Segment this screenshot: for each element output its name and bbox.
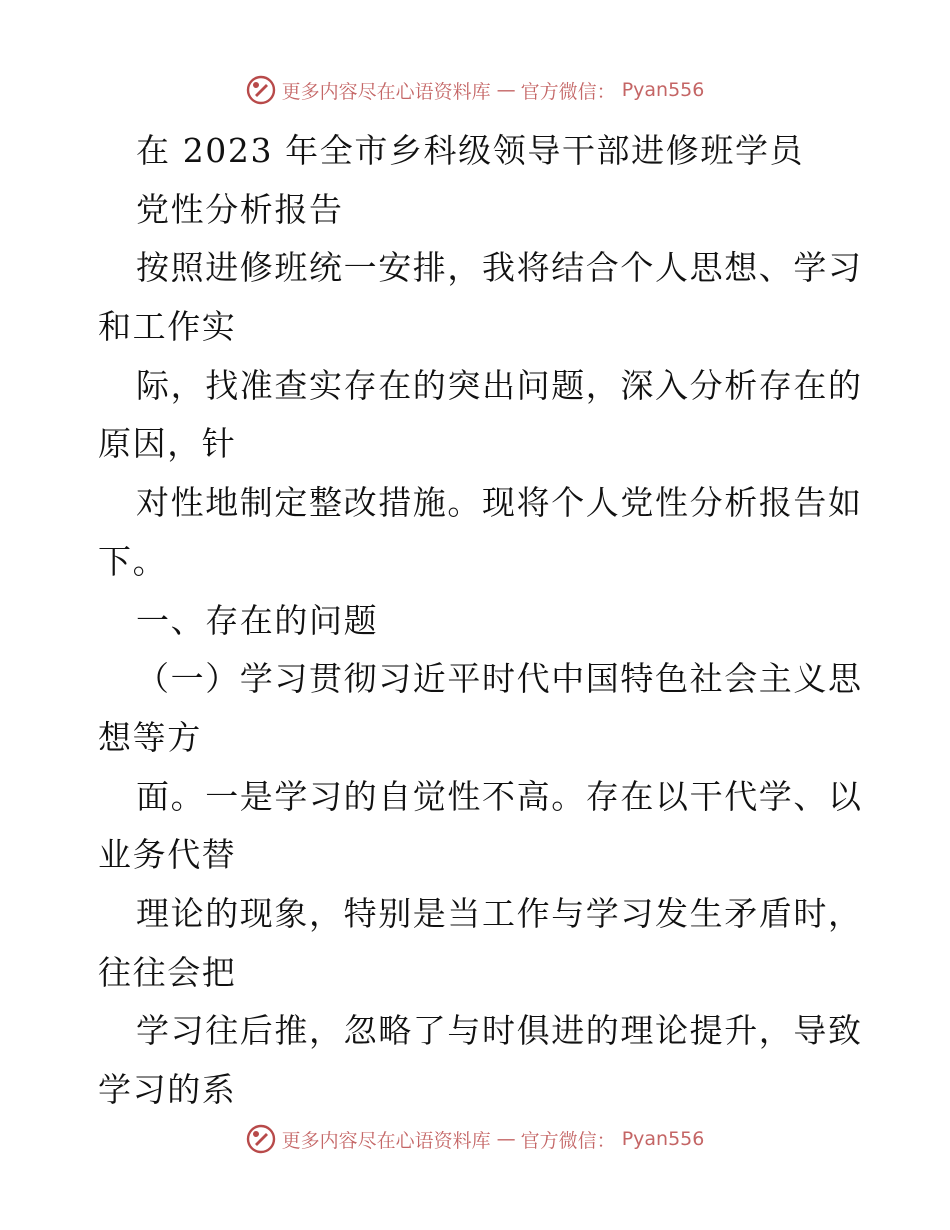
paragraph-line: 按照进修班统一安排，我将结合个人思想、学习 [136, 248, 863, 288]
paragraph-line: 际，找准查实存在的突出问题，深入分析存在的 [136, 365, 863, 405]
watermark-wechat-id: Pyan556 [621, 1128, 705, 1150]
paragraph-line: 下。 [98, 541, 168, 581]
paragraph-line: 和工作实 [98, 307, 237, 347]
paragraph-line: 理论的现象，特别是当工作与学习发生矛盾时， [136, 893, 863, 933]
paragraph-line: 想等方 [98, 717, 202, 757]
paragraph-line: 原因，针 [98, 424, 237, 464]
title-line-1: 在 2023 年全市乡科级领导干部进修班学员 [136, 131, 805, 170]
paragraph-line: 学习往后推，忽略了与时俱进的理论提升，导致 [136, 1011, 863, 1051]
subsection-heading: （一）学习贯彻习近平时代中国特色社会主义思 [136, 659, 863, 699]
document-body [98, 122, 863, 1120]
paragraph-line: 对性地制定整改措施。现将个人党性分析报告如 [136, 483, 863, 523]
paragraph-line: 面。一是学习的自觉性不高。存在以干代学、以 [136, 776, 863, 816]
paragraph-line: 往往会把 [98, 952, 237, 992]
watermark-main-text: 更多内容尽在心语资料库 [281, 80, 491, 103]
footer-watermark [0, 1119, 950, 1159]
title-line-2: 党性分析报告 [136, 189, 344, 229]
watermark-wechat-id: Pyan556 [621, 79, 705, 101]
watermark-main-text: 更多内容尽在心语资料库 [281, 1129, 491, 1152]
paragraph-line: 业务代替 [98, 835, 237, 875]
section-heading: 一、存在的问题 [136, 600, 379, 640]
watermark-wechat-text: 官方微信： [520, 1129, 616, 1152]
watermark-wechat-text: 官方微信： [520, 80, 616, 103]
seal-logo-icon [246, 1124, 276, 1154]
seal-logo-icon [246, 75, 276, 105]
paragraph-line: 学习的系 [98, 1070, 237, 1109]
watermark-separator: — [496, 1128, 515, 1150]
watermark-separator: — [496, 79, 515, 101]
header-watermark [0, 70, 950, 110]
